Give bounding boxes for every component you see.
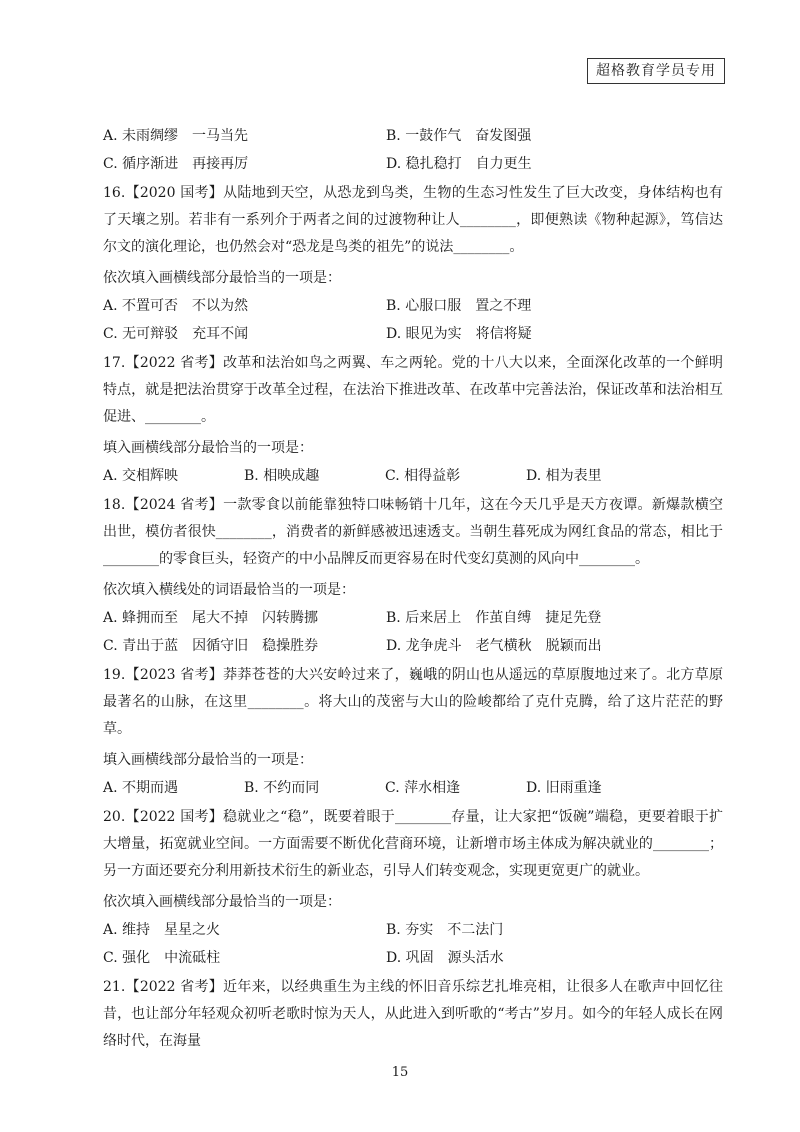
answer-options-row (103, 320, 723, 348)
answer-options-row (103, 944, 723, 972)
answer-options-row (103, 122, 723, 150)
answer-option: A. 不置可否 不以为然 (103, 298, 249, 314)
answer-options-row (103, 632, 723, 660)
answer-option: B. 一鼓作气 奋发图强 (386, 128, 532, 144)
watermark-badge: 超格教育学员专用 (587, 58, 725, 84)
question-instruction: 依次填入画横线部分最恰当的一项是： (103, 894, 341, 910)
answer-option: A. 未雨绸缪 一马当先 (103, 128, 249, 144)
answer-option: D. 旧雨重逢 (526, 780, 602, 796)
answer-option: D. 眼见为实 将信将疑 (386, 326, 532, 342)
answer-options-row (103, 774, 723, 802)
question-paragraph: 17.【2022 省考】改革和法治如鸟之两翼、车之两轮。党的十八大以来，全面深化改革的一个鲜明特点，就是把法治贯穿于改革全过程，在法治下推进改革、在改革中完善法治，保证改革和法治相互促进、________。 (103, 355, 723, 425)
answer-option: A. 维持 星星之火 (103, 922, 221, 938)
page-number: 15 (391, 1065, 409, 1080)
answer-options-row (103, 604, 723, 632)
answer-option: C. 无可辩驳 充耳不闻 (103, 326, 249, 342)
question-instruction: 填入画横线部分最恰当的一项是： (103, 752, 313, 768)
answer-option: A. 不期而遇 (103, 780, 179, 796)
page-content (103, 122, 723, 1058)
question-paragraph: 18.【2024 省考】一款零食以前能靠独特口味畅销十几年，这在今天几乎是天方夜谭。新爆款横空出世，模仿者很快________，消费者的新鲜感被迅速透支。当朝生暮死成为网红食品的常态，相比于________的零食巨头，轻资产的中小品牌反而更容易在时代变幻莫测的风向中________。 (103, 497, 723, 567)
answer-option: C. 青出于蓝 因循守旧 稳操胜券 (103, 638, 319, 654)
question-instruction: 依次填入画横线部分最恰当的一项是： (103, 270, 341, 286)
answer-option: D. 相为表里 (526, 468, 602, 484)
question-instruction: 依次填入横线处的词语最恰当的一项是： (103, 582, 355, 598)
answer-option: A. 交相辉映 (103, 468, 179, 484)
answer-option: A. 蜂拥而至 尾大不掉 闪转腾挪 (103, 610, 319, 626)
answer-option: B. 夯实 不二法门 (386, 922, 504, 938)
answer-option: B. 心服口服 置之不理 (386, 298, 532, 314)
answer-option: C. 循序渐进 再接再厉 (103, 156, 249, 172)
question-paragraph: 21.【2022 省考】近年来，以经典重生为主线的怀旧音乐综艺扎堆亮相，让很多人在歌声中回忆往昔，也让部分年轻观众初听老歌时惊为天人，从此进入到听歌的“考古”岁月。如今的年轻人成长在网络时代，在海量 (103, 979, 723, 1049)
answer-option: B. 相映成趣 (244, 468, 320, 484)
answer-option: C. 相得益彰 (385, 468, 461, 484)
answer-options-row (103, 462, 723, 490)
answer-option: D. 稳扎稳打 自力更生 (386, 156, 532, 172)
answer-option: D. 巩固 源头活水 (386, 950, 504, 966)
answer-option: D. 龙争虎斗 老气横秋 脱颖而出 (386, 638, 602, 654)
question-paragraph: 19.【2023 省考】莽莽苍苍的大兴安岭过来了，巍峨的阴山也从遥远的草原腹地过来了。北方草原最著名的山脉，在这里________。将大山的茂密与大山的险峻都给了克什克腾，给了这片茫茫的野草。 (103, 667, 723, 737)
answer-option: B. 不约而同 (244, 780, 320, 796)
answer-options-row (103, 292, 723, 320)
answer-option: B. 后来居上 作茧自缚 捷足先登 (386, 610, 602, 626)
answer-option: C. 萍水相逢 (385, 780, 461, 796)
answer-option: C. 强化 中流砥柱 (103, 950, 221, 966)
answer-options-row (103, 916, 723, 944)
question-paragraph: 20.【2022 国考】稳就业之“稳”，既要着眼于________存量，让大家把“饭碗”端稳，更要着眼于扩大增量，拓宽就业空间。一方面需要不断优化营商环境，让新增市场主体成为解决就业的________；另一方面还要充分利用新技术衍生的新业态，引导人们转变观念，实现更宽更广的就业。 (103, 809, 723, 879)
question-paragraph: 16.【2020 国考】从陆地到天空，从恐龙到鸟类，生物的生态习性发生了巨大改变，身体结构也有了天壤之别。若非有一系列介于两者之间的过渡物种让人________，即便熟读《物种起源》，笃信达尔文的演化理论，也仍然会对“恐龙是鸟类的祖先”的说法________。 (103, 185, 723, 255)
answer-options-row (103, 150, 723, 178)
question-instruction: 填入画横线部分最恰当的一项是： (103, 440, 313, 456)
